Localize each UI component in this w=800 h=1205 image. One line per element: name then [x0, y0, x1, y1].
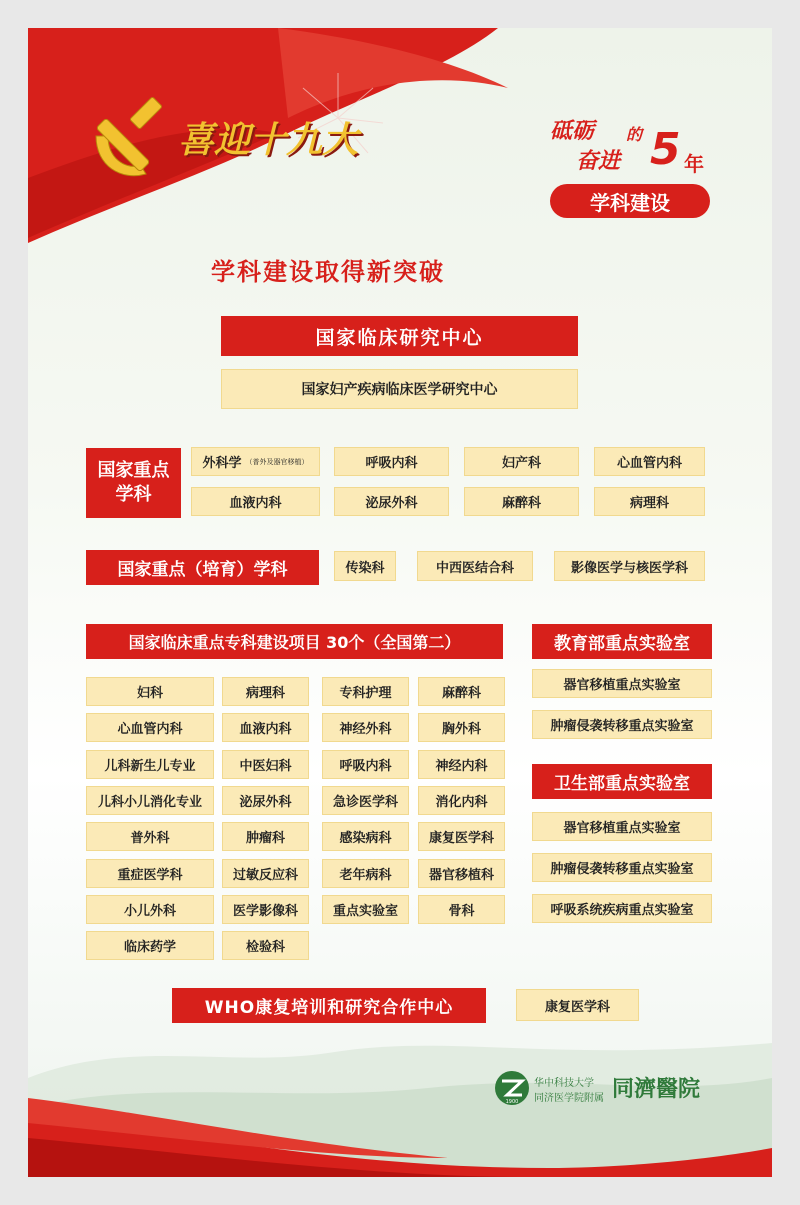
moh-labs-header: 卫生部重点实验室 [532, 764, 712, 799]
key-discipline-item: 病理科 [594, 487, 705, 516]
motto-year: 年 [684, 152, 704, 176]
specialty-item: 重症医学科 [86, 859, 214, 888]
cultivating-header: 国家重点（培育）学科 [86, 550, 319, 585]
motto-de: 的 [626, 125, 643, 144]
national-center-header: 国家临床研究中心 [221, 316, 578, 356]
moh-lab-item: 呼吸系统疾病重点实验室 [532, 894, 712, 923]
cultivating-item: 传染科 [334, 551, 396, 581]
main-title: 学科建设取得新突破 [211, 258, 445, 286]
specialty-item: 专科护理 [322, 677, 409, 706]
moh-lab-item: 肿瘤侵袭转移重点实验室 [532, 853, 712, 882]
specialty-item: 妇科 [86, 677, 214, 706]
specialty-item: 老年病科 [322, 859, 409, 888]
specialty-item: 中医妇科 [222, 750, 309, 779]
logo-line1: 华中科技大学 [534, 1078, 594, 1089]
key-discipline-label-line2: 学科 [115, 484, 152, 505]
specialty-item: 器官移植科 [418, 859, 505, 888]
specialty-item: 重点实验室 [322, 895, 409, 924]
key-discipline-label-line1: 国家重点 [97, 460, 170, 481]
specialty-item: 儿科小儿消化专业 [86, 786, 214, 815]
specialty-item: 心血管内科 [86, 713, 214, 742]
hospital-logo-icon [494, 1070, 530, 1106]
key-discipline-item: 妇产科 [464, 447, 579, 476]
slogan-text: 喜迎十九大 [178, 119, 359, 161]
motto-line2: 奋进 [576, 148, 621, 174]
moe-lab-item: 肿瘤侵袭转移重点实验室 [532, 710, 712, 739]
moe-lab-item: 器官移植重点实验室 [532, 669, 712, 698]
specialty-item: 检验科 [222, 931, 309, 960]
motto-number: 5 [650, 124, 681, 175]
specialty-item: 呼吸内科 [322, 750, 409, 779]
specialty-item: 小儿外科 [86, 895, 214, 924]
specialty-item: 血液内科 [222, 713, 309, 742]
poster [28, 28, 772, 1177]
key-discipline-item: 麻醉科 [464, 487, 579, 516]
logo-name: 同濟醫院 [612, 1076, 701, 1102]
key-discipline-item: 呼吸内科 [334, 447, 449, 476]
specialty-item: 胸外科 [418, 713, 505, 742]
specialty-item: 医学影像科 [222, 895, 309, 924]
specialty-item: 消化内科 [418, 786, 505, 815]
key-discipline-item: 心血管内科 [594, 447, 705, 476]
moh-lab-item: 器官移植重点实验室 [532, 812, 712, 841]
specialty-item: 神经外科 [322, 713, 409, 742]
discipline-pill: 学科建设 [550, 184, 710, 218]
specialty-item: 泌尿外科 [222, 786, 309, 815]
moe-labs-header: 教育部重点实验室 [532, 624, 712, 659]
specialty-item: 过敏反应科 [222, 859, 309, 888]
who-header: WHO康复培训和研究合作中心 [172, 988, 486, 1023]
specialty-item: 康复医学科 [418, 822, 505, 851]
specialty-item: 肿瘤科 [222, 822, 309, 851]
cultivating-item: 中西医结合科 [417, 551, 533, 581]
key-discipline-item: 血液内科 [191, 487, 320, 516]
specialty-item: 感染病科 [322, 822, 409, 851]
key-discipline-note: （普外及器官移植） [245, 457, 309, 466]
specialty-item: 急诊医学科 [322, 786, 409, 815]
key-discipline-item: 泌尿外科 [334, 487, 449, 516]
logo-line2: 同济医学院附属 [534, 1093, 604, 1104]
specialty-item: 临床药学 [86, 931, 214, 960]
cultivating-item: 影像医学与核医学科 [554, 551, 705, 581]
specialty-header: 国家临床重点专科建设项目 30个（全国第二） [86, 624, 503, 659]
specialty-item: 麻醉科 [418, 677, 505, 706]
key-discipline-label [86, 448, 181, 518]
motto-line1: 砥砺 [550, 118, 595, 144]
key-discipline-item: 外科学 （普外及器官移植） [191, 447, 320, 476]
logo-year: 1900 [505, 1099, 519, 1105]
specialty-item: 儿科新生儿专业 [86, 750, 214, 779]
specialty-item: 病理科 [222, 677, 309, 706]
party-emblem-icon [86, 96, 176, 186]
who-item: 康复医学科 [516, 989, 639, 1021]
specialty-item: 神经内科 [418, 750, 505, 779]
specialty-item: 普外科 [86, 822, 214, 851]
national-center-item: 国家妇产疾病临床医学研究中心 [221, 369, 578, 409]
specialty-item: 骨科 [418, 895, 505, 924]
